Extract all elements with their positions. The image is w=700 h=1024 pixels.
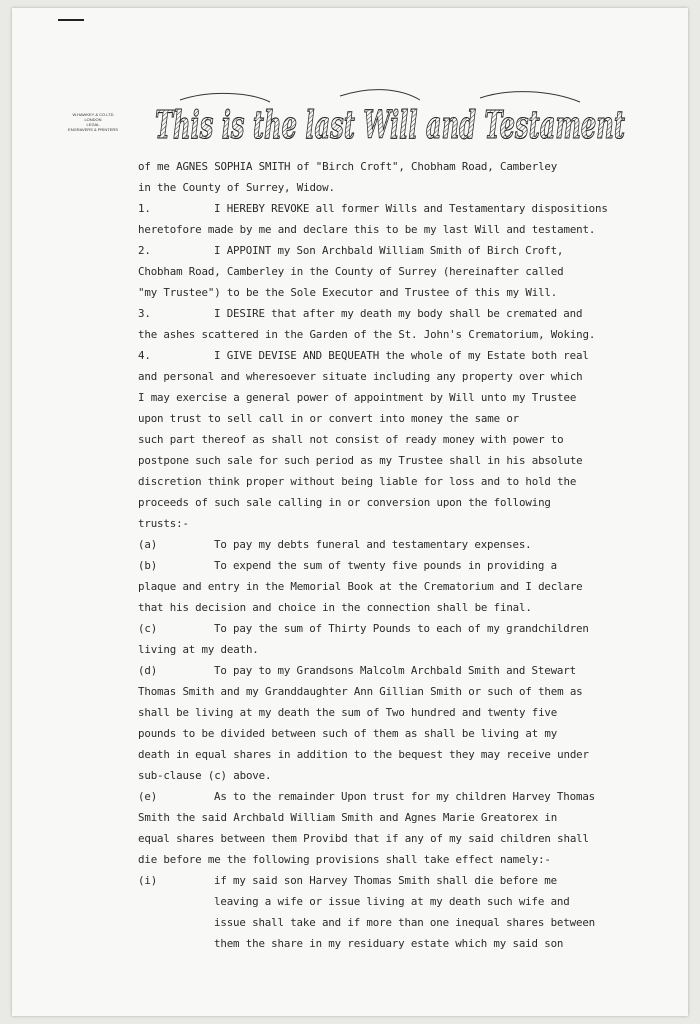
line-text: in the County of Surrey, Widow. (138, 181, 335, 194)
text-line (138, 618, 658, 639)
line-text: the ashes scattered in the Garden of the St. John's Crematorium, Woking. (138, 328, 596, 341)
text-line (138, 387, 658, 408)
clause-number: (d) (138, 664, 158, 677)
text-line (138, 891, 658, 912)
line-text: die before me the following provisions shall take effect namely:- (138, 853, 551, 866)
clause-number: 3. (138, 307, 151, 320)
text-line (138, 828, 658, 849)
line-text: To pay to my Grandsons Malcolm Archbald Smith and Stewart (214, 664, 576, 677)
line-text: I DESIRE that after my death my body shall be cremated and (214, 307, 583, 320)
text-line (138, 429, 658, 450)
line-text: trusts:- (138, 517, 189, 530)
line-text: such part thereof as shall not consist of ready money with power to (138, 433, 564, 446)
line-text: I APPOINT my Son Archbald William Smith of Birch Croft, (214, 244, 564, 257)
stamp-line: ENGRAVERS & PRINTERS (68, 127, 118, 132)
line-text: postpone such sale for such period as my Trustee shall in his absolute (138, 454, 583, 467)
text-line (138, 366, 658, 387)
line-text: shall be living at my death the sum of Two hundred and twenty five (138, 706, 558, 719)
line-text: Thomas Smith and my Granddaughter Ann Gillian Smith or such of them as (138, 685, 583, 698)
clause-number: 1. (138, 202, 151, 215)
line-text: if my said son Harvey Thomas Smith shall die before me (214, 874, 557, 887)
line-text: and personal and wheresoever situate including any property over which (138, 370, 583, 383)
text-line (138, 240, 658, 261)
text-line (138, 849, 658, 870)
text-line (138, 912, 658, 933)
line-text: living at my death. (138, 643, 259, 656)
text-line (138, 219, 658, 240)
text-line (138, 156, 658, 177)
text-line (138, 408, 658, 429)
will-body (138, 156, 658, 954)
clause-number: (e) (138, 790, 158, 803)
line-text: upon trust to sell call in or convert into money the same or (138, 412, 520, 425)
text-line (138, 534, 658, 555)
text-line (138, 450, 658, 471)
text-line (138, 702, 658, 723)
line-text: Chobham Road, Camberley in the County of Surrey (hereinafter called (138, 265, 564, 278)
line-text: I GIVE DEVISE AND BEQUEATH the whole of my Estate both real (214, 349, 589, 362)
line-text: discretion think proper without being liable for loss and to hold the (138, 475, 577, 488)
line-text: As to the remainder Upon trust for my children Harvey Thomas (214, 790, 596, 803)
line-text: them the share in my residuary estate which my said son (214, 937, 564, 950)
text-line (138, 786, 658, 807)
text-line (138, 765, 658, 786)
text-line (138, 807, 658, 828)
text-line (138, 282, 658, 303)
stamp-line: LEGAL (86, 122, 100, 127)
clause-number: (c) (138, 622, 158, 635)
clause-number: 2. (138, 244, 151, 257)
text-line (138, 870, 658, 891)
line-text: To expend the sum of twenty five pounds in providing a (214, 559, 557, 572)
text-line (138, 597, 658, 618)
clause-number: (b) (138, 559, 158, 572)
printer-stamp (52, 112, 134, 132)
line-text: heretofore made by me and declare this to be my last Will and testament. (138, 223, 596, 236)
document-heading (140, 88, 640, 158)
heading-text: This is the last Will and Testament (155, 102, 626, 147)
clause-number: (i) (138, 874, 158, 887)
text-line (138, 744, 658, 765)
line-text: death in equal shares in addition to the bequest they may receive under (138, 748, 589, 761)
stamp-line: W.HAWKEY & CO.LTD (72, 112, 114, 117)
text-line (138, 261, 658, 282)
line-text: To pay my debts funeral and testamentary expenses. (214, 538, 532, 551)
line-text: I HEREBY REVOKE all former Wills and Testamentary dispositions (214, 202, 608, 215)
text-line (138, 933, 658, 954)
line-text: sub-clause (c) above. (138, 769, 272, 782)
stamp-line: LONDON (84, 117, 102, 122)
text-line (138, 513, 658, 534)
line-text: leaving a wife or issue living at my death such wife and (214, 895, 570, 908)
text-line (138, 324, 658, 345)
line-text: issue shall take and if more than one inequal shares between (214, 916, 596, 929)
line-text: that his decision and choice in the connection shall be final. (138, 601, 532, 614)
clause-number: (a) (138, 538, 158, 551)
line-text: pounds to be divided between such of them as shall be living at my (138, 727, 558, 740)
line-text: equal shares between them Provibd that if any of my said children shall (138, 832, 589, 845)
text-line (138, 576, 658, 597)
line-text: Smith the said Archbald William Smith and Agnes Marie Greatorex in (138, 811, 558, 824)
text-line (138, 723, 658, 744)
text-line (138, 471, 658, 492)
line-text: proceeds of such sale calling in or conversion upon the following (138, 496, 551, 509)
line-text: of me AGNES SOPHIA SMITH of "Birch Croft", Chobham Road, Camberley (138, 160, 558, 173)
text-line (138, 492, 658, 513)
text-line (138, 639, 658, 660)
line-text: I may exercise a general power of appointment by Will unto my Trustee (138, 391, 577, 404)
clause-number: 4. (138, 349, 151, 362)
text-line (138, 303, 658, 324)
will-document (12, 8, 688, 1016)
line-text: To pay the sum of Thirty Pounds to each of my grandchildren (214, 622, 589, 635)
text-line (138, 681, 658, 702)
text-line (138, 660, 658, 681)
text-line (138, 345, 658, 366)
text-line (138, 555, 658, 576)
line-text: plaque and entry in the Memorial Book at the Crematorium and I declare (138, 580, 583, 593)
text-line (138, 198, 658, 219)
text-line (138, 177, 658, 198)
line-text: "my Trustee") to be the Sole Executor and Trustee of this my Will. (138, 286, 558, 299)
corner-mark (58, 19, 84, 21)
